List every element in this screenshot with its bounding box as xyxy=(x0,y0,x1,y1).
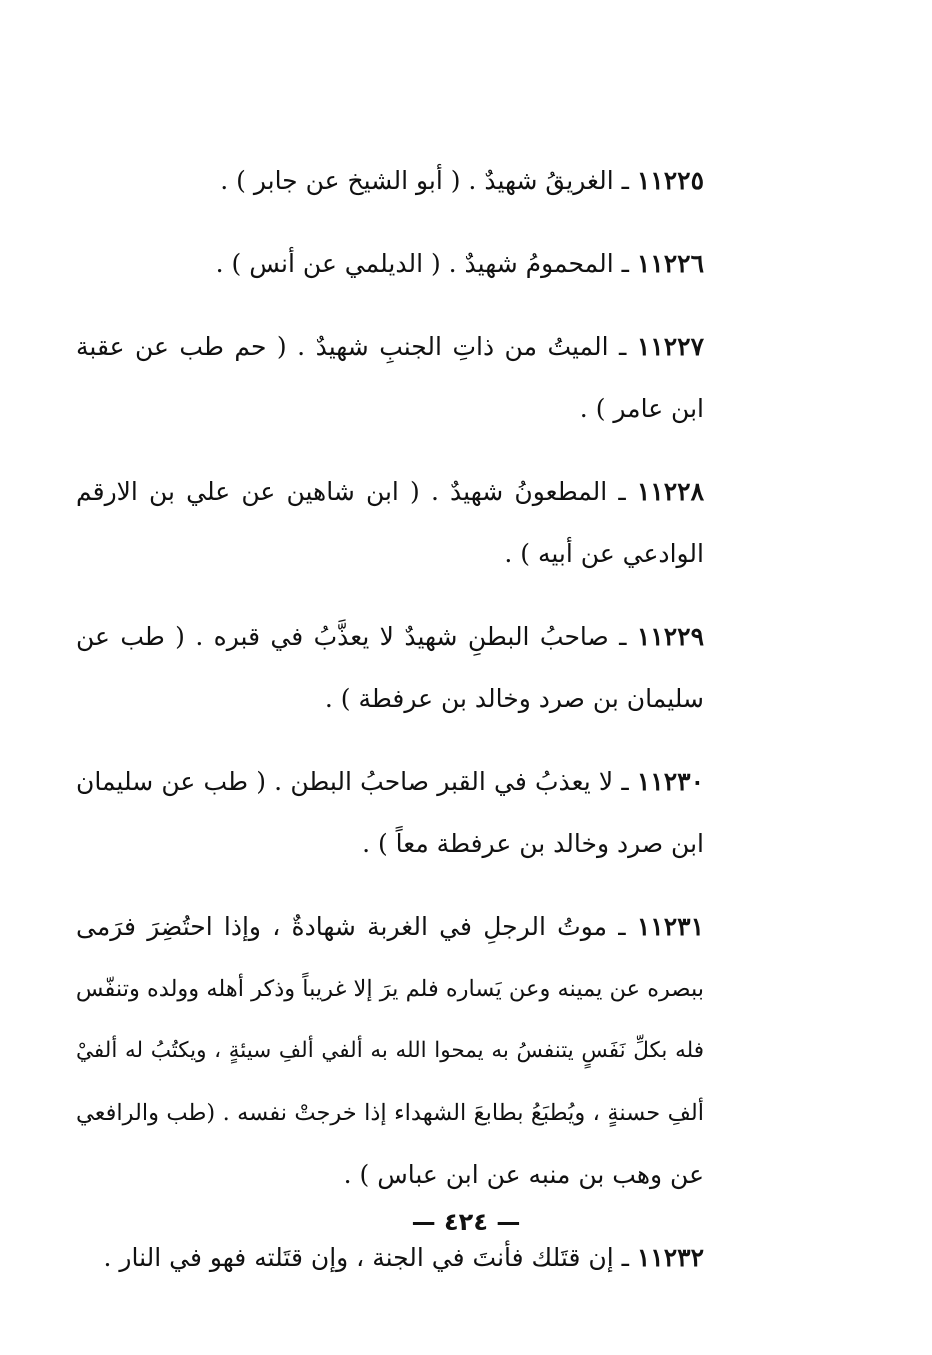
entry-line: ابن صرد وخالد بن عرفطة معاً ) . xyxy=(362,829,704,858)
hadith-number: ١١٢٢٨ xyxy=(636,477,705,506)
hadith-entry-11227 xyxy=(76,316,704,440)
number-separator: ـ xyxy=(607,912,637,941)
hadith-entry-11231 xyxy=(76,896,704,1206)
hadith-list xyxy=(76,150,704,1310)
hadith-text: لا يعذبُ في القبر صاحبُ البطن . ( طب عن سليمان xyxy=(76,767,614,796)
number-separator: ـ xyxy=(613,249,637,278)
number-separator: ـ xyxy=(613,1243,637,1272)
entry-line xyxy=(76,233,704,295)
entry-line xyxy=(76,1227,704,1289)
number-separator: ـ xyxy=(608,332,637,361)
number-separator: ـ xyxy=(613,767,637,796)
hadith-entry-11228 xyxy=(76,461,704,585)
number-separator: ـ xyxy=(613,166,637,195)
hadith-entry-11230 xyxy=(76,751,704,875)
entry-line xyxy=(76,461,704,523)
entry-line: سليمان بن صرد وخالد بن عرفطة ) . xyxy=(324,684,704,713)
entry-line: عن وهب بن منبه عن ابن عباس ) . xyxy=(343,1160,704,1189)
entry-line: الوادعي عن أبيه ) . xyxy=(504,539,704,568)
entry-line: ألفِ حسنةٍ ، ويُطبَعُ بطابعَ الشهداء إذا خرجتْ نفسه . (طب والرافعي xyxy=(76,1100,704,1126)
hadith-text: الميتُ من ذاتِ الجنبِ شهيدٌ . ( حم طب عن عقبة xyxy=(76,332,609,361)
hadith-number: ١١٢٢٩ xyxy=(636,622,704,651)
entry-line xyxy=(76,150,704,212)
hadith-entry-11232 xyxy=(76,1227,704,1289)
hadith-text: إن قتَلك فأنتَ في الجنة ، وإن قتَلته فهو في النار . xyxy=(103,1243,614,1272)
hadith-text: صاحبُ البطنِ شهيدٌ لا يعذَّبُ في قبره . ( طب عن xyxy=(76,622,609,651)
hadith-number: ١١٢٣١ xyxy=(636,912,704,941)
hadith-text: المحمومُ شهيدٌ . ( الديلمي عن أنس ) . xyxy=(215,249,614,278)
hadith-number: ١١٢٢٥ xyxy=(636,166,704,195)
number-separator: ـ xyxy=(608,622,637,651)
entry-line xyxy=(76,316,704,378)
hadith-number: ١١٢٣٠ xyxy=(636,767,705,796)
hadith-text: موتُ الرجلِ في الغربة شهادةٌ ، وإذا احتُضِرَ فرَمى xyxy=(76,912,608,941)
hadith-text: المطعونُ شهيدٌ . ( ابن شاهين عن علي بن الارقم xyxy=(76,477,608,506)
hadith-text: الغريقُ شهيدٌ . ( أبو الشيخ عن جابر ) . xyxy=(220,166,614,195)
entry-line xyxy=(76,751,704,813)
entry-line: فله بكلِّ نَفَسٍ يتنفسُ به يمحوا الله به ألفي ألفِ سيئةٍ ، ويكتُبُ له ألفيْ xyxy=(76,1038,704,1063)
hadith-entry-11226 xyxy=(76,233,704,295)
page-number: — ٤٢٤ — xyxy=(411,1208,521,1236)
entry-line: ببصره عن يمينه وعن يَساره فلم يرَ إلا غريباً وذكر أهله وولده وتنفّس xyxy=(75,976,704,1002)
entry-line: ابن عامر ) . xyxy=(579,394,704,423)
entry-line xyxy=(76,606,704,668)
number-separator: ـ xyxy=(607,477,637,506)
hadith-number: ١١٢٢٦ xyxy=(636,249,704,278)
hadith-number: ١١٢٢٧ xyxy=(636,332,705,361)
hadith-entry-11229 xyxy=(76,606,704,730)
hadith-entry-11225 xyxy=(76,150,704,212)
entry-line xyxy=(76,896,704,958)
hadith-number: ١١٢٣٢ xyxy=(636,1243,704,1272)
